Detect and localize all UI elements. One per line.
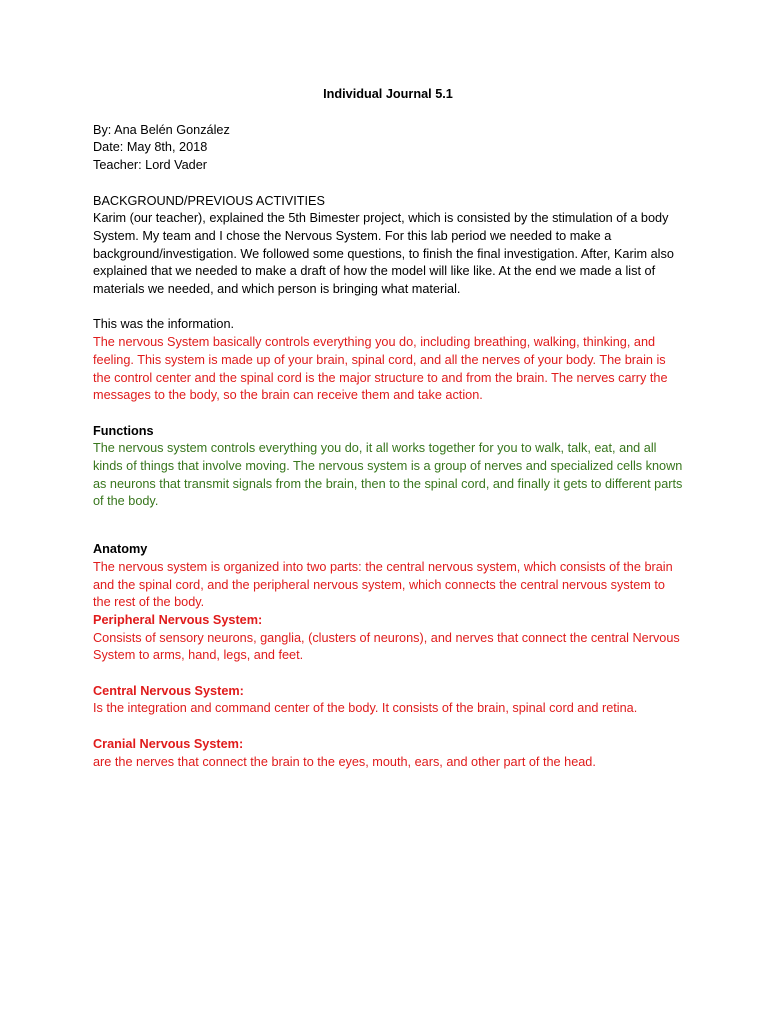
date-line: Date: May 8th, 2018 bbox=[93, 140, 208, 155]
functions-paragraph: The nervous system controls everything you do, it all works together for you to walk, talk, eat, and all kinds of things that involve moving. The nervous system is a group of nerves and specialized cells known as neurons that transmit signals from the brain, then to the spinal cord, and finally it gets to different parts of the body. bbox=[93, 441, 683, 509]
document-page bbox=[93, 86, 683, 771]
spacer bbox=[93, 511, 683, 541]
functions-heading: Functions bbox=[93, 423, 154, 438]
spacer bbox=[93, 665, 683, 683]
cranial-paragraph: are the nerves that connect the brain to the eyes, mouth, ears, and other part of the head. bbox=[93, 754, 596, 769]
background-heading: BACKGROUND/PREVIOUS ACTIVITIES bbox=[93, 193, 325, 208]
info-intro: This was the information. bbox=[93, 317, 235, 332]
author-line: By: Ana Belén González bbox=[93, 122, 230, 137]
anatomy-paragraph: The nervous system is organized into two parts: the central nervous system, which consists of the brain and the spinal cord, and the peripheral nervous system, which connects the central nervous system to the rest of the body. bbox=[93, 559, 673, 610]
cns-heading: Central Nervous System: bbox=[93, 683, 244, 698]
cranial-heading: Cranial Nervous System: bbox=[93, 736, 244, 751]
spacer bbox=[93, 405, 683, 423]
pns-heading: Peripheral Nervous System: bbox=[93, 612, 263, 627]
anatomy-heading: Anatomy bbox=[93, 542, 148, 557]
background-paragraph: Karim (our teacher), explained the 5th Bimester project, which is consisted by the stimulation of a body System. My team and I chose the Nervous System. For this lab period we needed to make a background/investigation. We followed some questions, to finish the final investigation. After, Karim also explained that we needed to make a draft of how the model will like like. At the end we made a list of materials we needed, and which person is bringing what material. bbox=[93, 211, 674, 297]
document-title: Individual Journal 5.1 bbox=[323, 87, 453, 101]
teacher-line: Teacher: Lord Vader bbox=[93, 158, 208, 173]
spacer bbox=[93, 718, 683, 736]
pns-paragraph: Consists of sensory neurons, ganglia, (clusters of neurons), and nerves that connect the central Nervous System to arms, hand, legs, and feet. bbox=[93, 630, 680, 663]
spacer bbox=[93, 299, 683, 317]
cns-paragraph: Is the integration and command center of the body. It consists of the brain, spinal cord and retina. bbox=[93, 701, 638, 716]
info-paragraph: The nervous System basically controls everything you do, including breathing, walking, thinking, and feeling. This system is made up of your brain, spinal cord, and all the nerves of your body. The brain is the control center and the spinal cord is the major structure to and from the brain. The nerves carry the messages to the body, so the brain can receive them and take action. bbox=[93, 335, 668, 403]
spacer bbox=[93, 175, 683, 193]
